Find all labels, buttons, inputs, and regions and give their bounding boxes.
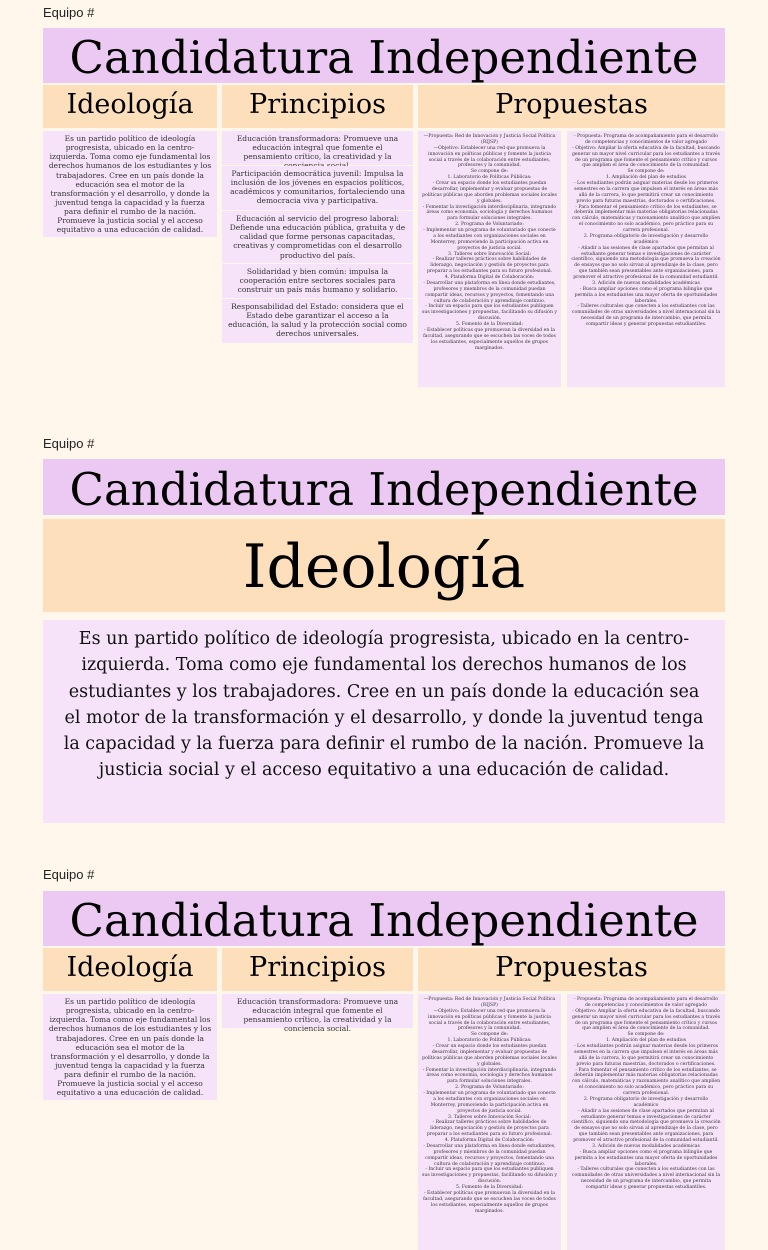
team-label: Equipo #	[43, 436, 95, 451]
header-proposals: Propuestas	[418, 85, 725, 128]
header-principles: Principios	[222, 948, 413, 991]
slide-overview-1	[0, 0, 768, 400]
team-label: Equipo #	[43, 867, 95, 882]
header-ideology: Ideología	[43, 519, 725, 612]
page-title: Candidatura Independiente	[43, 28, 725, 83]
principle-item: Educación transformadora: Promueve una educación integral que fomente el pensamiento crítico, la creatividad y la	[222, 131, 413, 165]
proposal-column-2: - Propuesta: Programa de acompañamiento para el desarrollo de competencias y conocimientos de valor agregado - Objetivo: Ampliar la oferta educativa de la facultad, buscando generar un mayor nivel curricular para los estudiantes a través de un programa que fomente el pensamiento crítico y cursos que amplíen el área de conocimiento de la comunidad. Se compone de: 1. Ampliación del plan de estudios - Los estudiantes podrán asignar materias desde los primeros semestres en la carrera que impulsen el interés en áreas más allá de la carrera, lo que permitirá crear un conocimiento previo para futuras maestrías, doctorados o certificaciones. - Para fomentar el pensamiento crítico de los estudiantes, se deberán implementar más materias obligatorias relacionadas con cálculo, matemáticas y razonamiento analítico que amplíen el conocimiento no solo académico, pero práctico para su carrera profesional. 2. Programa obligatorio de investigación y desarrollo académico - Añadir a las sesiones de clase apartados que permitan al estudiante generar temas e investigaciones de carácter científico, siguiendo una metodología que promueva la creación de ensayos que no solo sirvan al aprendizaje de la clase, pero que también sean presentables ante organizaciones, para promover el atractivo profesional de la comunidad estudiantil. 3. Adición de nuevas modalidades académicas - Busca ampliar opciones como el programa bilingüe que permita a los estudiantes una mayor oferta de oportunidades laborales. - Talleres culturales que conecten a los estudiantes con las comunidades de otras universidades a nivel internacional sin la necesidad de un programa de intercambio, que permita compartir ideas y generar propuestas estudiantiles.	[567, 994, 725, 1250]
header-ideology: Ideología	[43, 85, 217, 128]
header-proposals: Propuestas	[418, 948, 725, 991]
ideology-text: Es un partido político de ideología progresista, ubicado en la centro-izquierda. Toma como eje fundamental los derechos humanos de los estudiantes y los trabajadores. Cree en un país donde la educación sea el motor de la transformación y el desarrollo, y donde la juventud tenga la capacidad y la fuerza para definir el rumbo de la nación. Promueve la justicia social y el acceso equitativo a una educación de calidad.	[43, 994, 217, 1100]
ideology-text: Es un partido político de ideología progresista, ubicado en la centro-izquierda. Toma como eje fundamental los derechos humanos de los estudiantes y los trabajadores. Cree en un país donde la educación sea el motor de la transformación y el desarrollo, y donde la juventud tenga la capacidad y la fuerza para definir el rumbo de la nación. Promueve la justicia social y el acceso equitativo a una educación de calidad.	[43, 131, 217, 237]
principle-item: Educación al servicio del progreso laboral: Defiende una educación pública, gratuita y de calidad que forme personas capacitadas, creativas y comprometidas con el desarrollo productivo del país.	[222, 211, 413, 263]
slide-ideology-detail	[0, 432, 768, 832]
principle-item: Responsabilidad del Estado: considera que el Estado debe garantizar el acceso a la educación, la salud y la protección social como derechos universales.	[222, 299, 413, 343]
slide-overview-2	[0, 863, 768, 1214]
header-principles: Principios	[222, 85, 413, 128]
proposal-column-1: —Propuesta: Red de Innovación y Justicia Social Política (RIJSP) —Objetivo: Establecer una red que promueva la innovación en políticas públicas y fomente la justicia social a través de la colaboración entre estudiantes, profesores y la comunidad. Se compone de: 1. Laboratorio de Políticas Públicas: - Crear un espacio donde los estudiantes puedan desarrollar, implementar y evaluar propuestas de políticas públicas que aborden problemas sociales locales y globales. - Fomentar la investigación interdisciplinaria, integrando áreas como economía, sociología y derechos humanos para formular soluciones integrales. 2. Programa de Voluntariado: - Implementar un programa de voluntariado que conecte a los estudiantes con organizaciones sociales en Monterrey, promoviendo la participación activa en proyectos de justicia social. 3. Talleres sobre Innovación Social: - Realizar talleres prácticos sobre habilidades de liderazgo, negociación y gestión de proyectos para preparar a los estudiantes para su futuro profesional. 4. Plataforma Digital de Colaboración: - Desarrollar una plataforma en línea donde estudiantes, profesores y miembros de la comunidad puedan compartir ideas, recursos y proyectos, fomentando una cultura de colaboración y aprendizaje continuo. - Incluir un espacio para que los estudiantes publiquen sus investigaciones y propuestas, facilitando su difusión y discusión. 5. Fomento de la Diversidad: - Establecer políticas que promuevan la diversidad en la facultad, asegurando que se escuchen las voces de todos los estudiantes, especialmente aquellos de grupos marginados.	[418, 131, 561, 387]
principle-item: Solidaridad y bien común: impulsa la cooperación entre sectores sociales para construir un país más humano y solidario.	[222, 264, 413, 298]
principle-item: Educación transformadora: Promueve una educación integral que fomente el pensamiento crítico, la creatividad y la conciencia social.	[222, 994, 413, 1028]
header-ideology: Ideología	[43, 948, 217, 991]
team-label: Equipo #	[43, 5, 95, 20]
proposal-column-2: - Propuesta: Programa de acompañamiento para el desarrollo de competencias y conocimientos de valor agregado - Objetivo: Ampliar la oferta educativa de la facultad, buscando generar un mayor nivel curricular para los estudiantes a través de un programa que fomente el pensamiento crítico y cursos que amplíen el área de conocimiento de la comunidad. Se compone de: 1. Ampliación del plan de estudios - Los estudiantes podrán asignar materias desde los primeros semestres en la carrera que impulsen el interés en áreas más allá de la carrera, lo que permitirá crear un conocimiento previo para futuras maestrías, doctorados o certificaciones. - Para fomentar el pensamiento crítico de los estudiantes, se deberán implementar más materias obligatorias relacionadas con cálculo, matemáticas y razonamiento analítico que amplíen el conocimiento no solo académico, pero práctico para su carrera profesional. 2. Programa obligatorio de investigación y desarrollo académico - Añadir a las sesiones de clase apartados que permitan al estudiante generar temas e investigaciones de carácter científico, siguiendo una metodología que promueva la creación de ensayos que no solo sirvan al aprendizaje de la clase, pero que también sean presentables ante organizaciones, para promover el atractivo profesional de la comunidad estudiantil. 3. Adición de nuevas modalidades académicas - Busca ampliar opciones como el programa bilingüe que permita a los estudiantes una mayor oferta de oportunidades laborales. - Talleres culturales que conecten a los estudiantes con las comunidades de otras universidades a nivel internacional sin la necesidad de un programa de intercambio, que permita compartir ideas y generar propuestas estudiantiles.	[567, 131, 725, 387]
page-title: Candidatura Independiente	[43, 891, 725, 946]
proposal-column-1: —Propuesta: Red de Innovación y Justicia Social Política (RIJSP) —Objetivo: Establecer una red que promueva la innovación en políticas públicas y fomente la justicia social a través de la colaboración entre estudiantes, profesores y la comunidad. Se compone de: 1. Laboratorio de Políticas Públicas: - Crear un espacio donde los estudiantes puedan desarrollar, implementar y evaluar propuestas de políticas públicas que aborden problemas sociales locales y globales. - Fomentar la investigación interdisciplinaria, integrando áreas como economía, sociología y derechos humanos para formular soluciones integrales. 2. Programa de Voluntariado: - Implementar un programa de voluntariado que conecte a los estudiantes con organizaciones sociales en Monterrey, promoviendo la participación activa en proyectos de justicia social. 3. Talleres sobre Innovación Social: - Realizar talleres prácticos sobre habilidades de liderazgo, negociación y gestión de proyectos para preparar a los estudiantes para su futuro profesional. 4. Plataforma Digital de Colaboración: - Desarrollar una plataforma en línea donde estudiantes, profesores y miembros de la comunidad puedan compartir ideas, recursos y proyectos, fomentando una cultura de colaboración y aprendizaje continuo. - Incluir un espacio para que los estudiantes publiquen sus investigaciones y propuestas, facilitando su difusión y discusión. 5. Fomento de la Diversidad: - Establecer políticas que promuevan la diversidad en la facultad, asegurando que se escuchen las voces de todos los estudiantes, especialmente aquellos de grupos marginados.	[418, 994, 561, 1250]
page-title: Candidatura Independiente	[43, 459, 725, 515]
principle-item: Participación democrática juvenil: Impulsa la inclusión de los jóvenes en espacios políticos, académicos y comunitarios, fortaleciendo una democracia viva y participativa.	[222, 166, 413, 210]
ideology-text: Es un partido político de ideología progresista, ubicado en la centro-izquierda. Toma como eje fundamental los derechos humanos de los estudiantes y los trabajadores. Cree en un país donde la educación sea el motor de la transformación y el desarrollo, y donde la juventud tenga la capacidad y la fuerza para definir el rumbo de la nación. Promueve la justicia social y el acceso equitativo a una educación de calidad.	[43, 620, 725, 823]
